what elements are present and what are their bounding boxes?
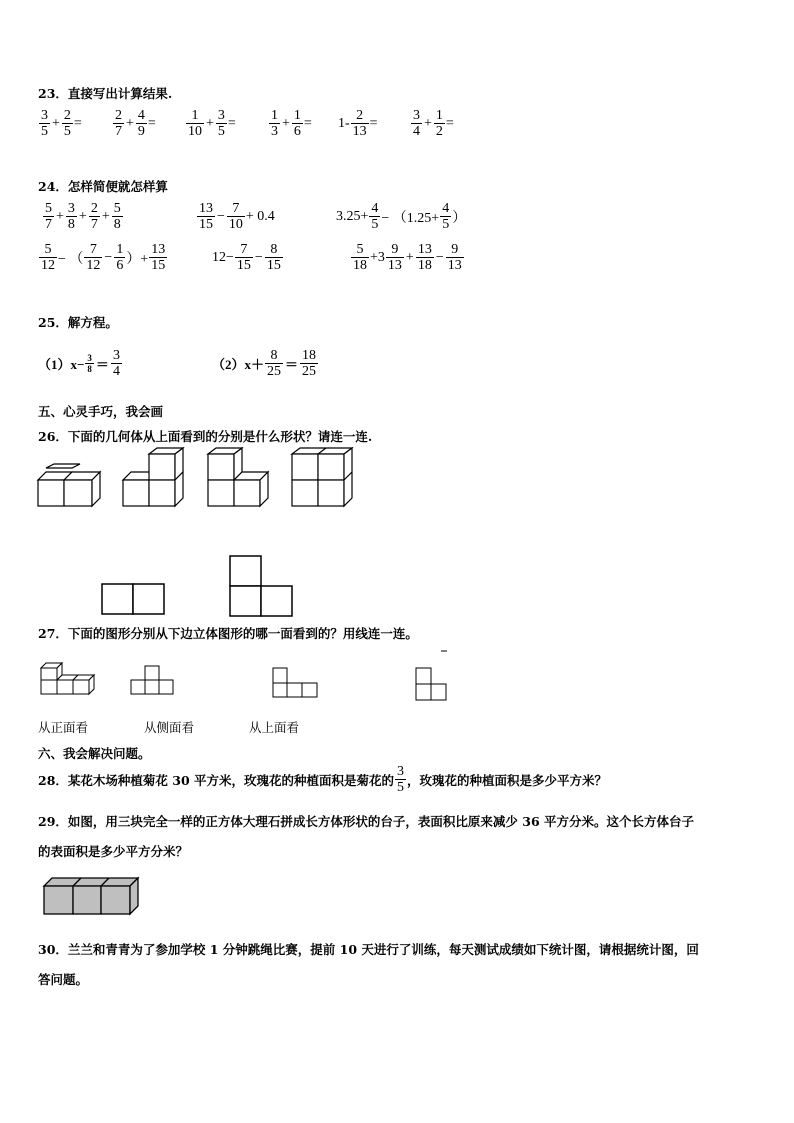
q29-marble-blocks bbox=[42, 876, 142, 918]
q30-line-1: 30．兰兰和青青为了参加学校 1 分钟跳绳比赛，提前 10 天进行了训练，每天测试成绩如下统计图，请根据统计图，回 bbox=[38, 942, 699, 957]
q29-line-2: 的表面积是多少平方分米？ bbox=[38, 844, 189, 859]
q27-view-top bbox=[413, 650, 449, 706]
q27-label-side: 从侧面看 bbox=[144, 720, 195, 735]
q23-title: 23．直接写出计算结果. bbox=[38, 86, 173, 101]
section-6-heading: 六、我会解决问题。 bbox=[38, 746, 151, 761]
q27-view-front bbox=[130, 664, 178, 698]
q24-expr-2: $\frac{13}{15}$ − $\frac{7}{10}$ + 0.4 bbox=[199, 201, 275, 232]
q27-label-front: 从正面看 bbox=[38, 720, 89, 735]
q26-title: 26．下面的几何体从上面看到的分别是什么形状？请连一连. bbox=[38, 429, 373, 444]
q27-title: 27．下面的图形分别从下边立体图形的哪一面看到的？用线连一连。 bbox=[38, 626, 418, 641]
q26-solid-2 bbox=[121, 448, 187, 512]
q27-label-top: 从上面看 bbox=[249, 720, 300, 735]
q26-view-l-shape bbox=[228, 554, 294, 618]
q24-expr-4: $\frac{5}{12}$ − （ $\frac{7}{12}$ − $\frac{1}{6}$ ）+ $\frac{13}{15}$ bbox=[41, 242, 166, 273]
q24-expr-5: 12− $\frac{7}{15}$ − $\frac{8}{15}$ bbox=[212, 242, 281, 273]
q24-expr-1: $\frac{5}{7}$ + $\frac{3}{8}$ + $\frac{2}{7}$ + $\frac{5}{8}$ bbox=[45, 201, 121, 232]
q25-title: 25．解方程。 bbox=[38, 315, 118, 330]
q23-expr-5: 1- $\frac{2}{13}$ = bbox=[338, 108, 378, 139]
q23-expr-1: $\frac{3}{5}$ + $\frac{2}{5}$ = bbox=[41, 108, 82, 139]
q23-expr-3: $\frac{1}{10}$ + $\frac{3}{5}$ = bbox=[188, 108, 236, 139]
q25-equation-1: （1）x− $\frac{3}{8}$ ＝ $\frac{3}{4}$ bbox=[38, 348, 120, 379]
q27-view-side bbox=[271, 666, 319, 700]
q30-line-2: 答问题。 bbox=[38, 972, 89, 987]
q23-expr-2: $\frac{2}{7}$ + $\frac{4}{9}$ = bbox=[115, 108, 156, 139]
q28-text: 28．某花木场种植菊花 30 平方米，玫瑰花的种植面积是菊花的 $\frac{3}{5}$ ，玫瑰花的种植面积是多少平方米？ bbox=[38, 764, 608, 795]
q24-title: 24．怎样简便就怎样算 bbox=[38, 179, 168, 194]
q26-solid-1 bbox=[36, 464, 102, 512]
q26-solid-4 bbox=[290, 448, 356, 512]
q26-view-two-squares bbox=[100, 582, 166, 616]
q29-line-1: 29．如图，用三块完全一样的正方体大理石拼成长方体形状的台子，表面积比原来减少 36 平方分米。这个长方体台子 bbox=[38, 814, 694, 829]
q24-expr-6: $\frac{5}{18}$ +3 $\frac{9}{13}$ + $\frac{13}{18}$ − $\frac{9}{13}$ bbox=[353, 242, 462, 273]
q23-expr-6: $\frac{3}{4}$ + $\frac{1}{2}$ = bbox=[413, 108, 454, 139]
q23-expr-4: $\frac{1}{3}$ + $\frac{1}{6}$ = bbox=[271, 108, 312, 139]
section-5-heading: 五、心灵手巧，我会画 bbox=[38, 404, 164, 419]
q24-expr-3: 3.25+ $\frac{4}{5}$ − （1.25+ $\frac{4}{5}$ ） bbox=[336, 201, 467, 232]
q26-solid-3 bbox=[206, 448, 272, 512]
q25-equation-2: （2）x＋ $\frac{8}{25}$ ＝ $\frac{18}{25}$ bbox=[212, 348, 317, 379]
q27-solid bbox=[38, 660, 102, 700]
